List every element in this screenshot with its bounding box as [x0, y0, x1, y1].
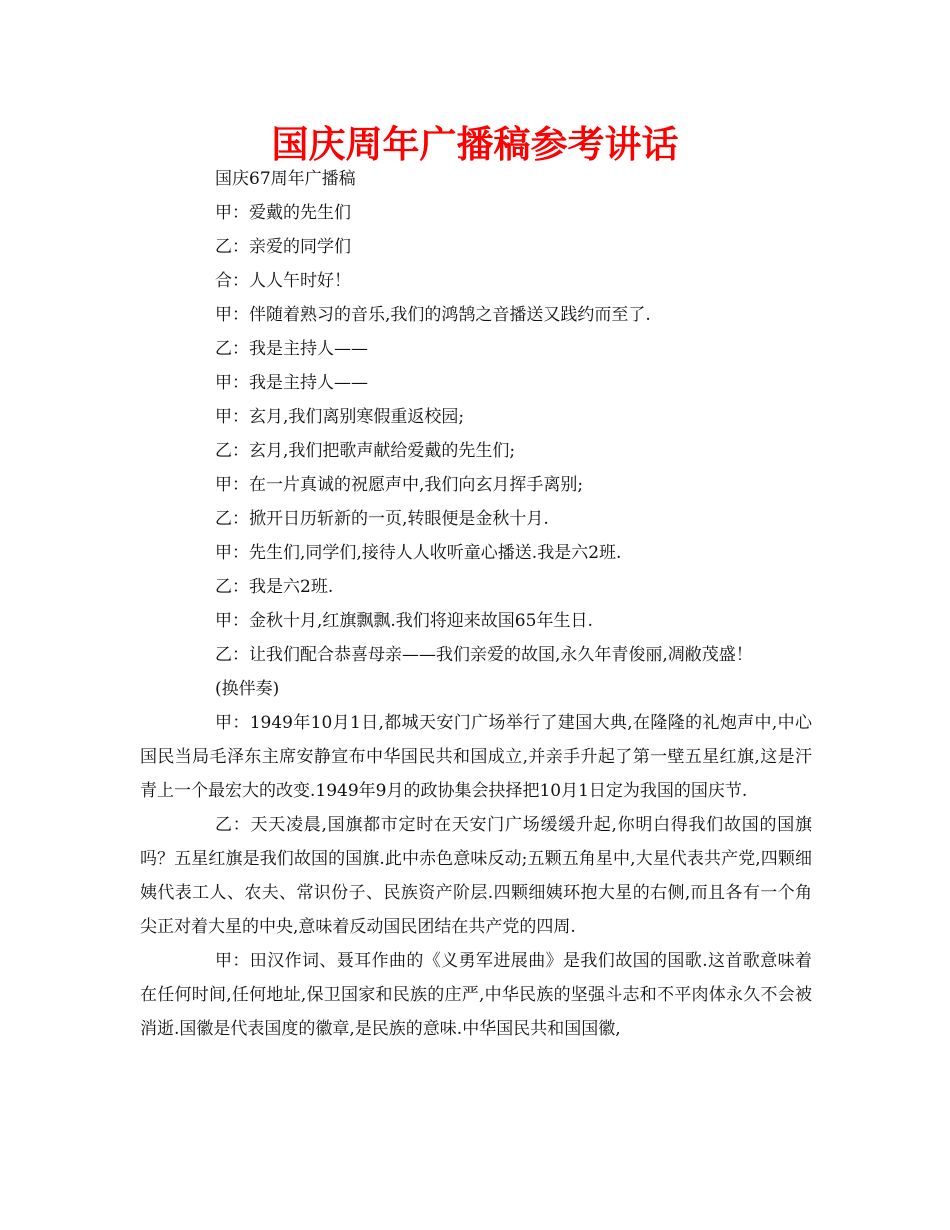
text-line: 乙：我是主持人——	[215, 339, 368, 359]
text-line: 甲：我是主持人——	[215, 373, 368, 393]
document-body	[140, 162, 812, 1046]
text-line: 甲：伴随着熟习的音乐,我们的鸿鹄之音播送又践约而至了.	[215, 305, 651, 325]
text-line: 甲：在一片真诚的祝愿声中,我们向玄月挥手离别;	[215, 475, 584, 495]
paragraph: 乙：天天凌晨,国旗都市定时在天安门广场缓缓升起,你明白得我们故国的国旗吗？五星红旗是我们故国的国旗.此中赤色意味反动;五颗五角星中,大星代表共产党,四颗细姨代表工人、农夫、常识份子、民族资产阶层.四颗细姨环抱大星的右侧,而且各有一个角尖正对着大星的中央,意味着反动国民团结在共产党的四周.	[140, 815, 812, 937]
paragraph: 甲：田汉作词、聂耳作曲的《义勇军进展曲》是我们故国的国歌.这首歌意味着在任何时间,任何地址,保卫国家和民族的庄严,中华民族的坚强斗志和不平肉体永久不会被消逝.国徽是代表国度的徽章,是民族的意味.中华国民共和国国徽,	[140, 951, 812, 1039]
text-line: 甲：先生们,同学们,接待人人收听童心播送.我是六2班.	[215, 543, 622, 563]
text-line: 乙：玄月,我们把歌声献给爱戴的先生们;	[215, 441, 516, 461]
text-line: 国庆67周年广播稿	[215, 169, 356, 189]
text-line: 甲：金秋十月,红旗飘飘.我们将迎来故国65年生日.	[215, 611, 593, 631]
text-line: 乙：亲爱的同学们	[215, 237, 351, 257]
text-line: 乙：我是六2班.	[215, 577, 334, 597]
text-line: 乙：让我们配合恭喜母亲——我们亲爱的故国,永久年青俊丽,凋敝茂盛！	[215, 645, 753, 665]
text-line: (换伴奏)	[215, 679, 280, 699]
document-title: 国庆周年广播稿参考讲话	[271, 123, 679, 166]
text-line: 合：人人午时好！	[215, 271, 351, 291]
text-line: 乙：掀开日历斩新的一页,转眼便是金秋十月.	[215, 509, 549, 529]
paragraph: 甲：1949年10月1日,都城天安门广场举行了建国大典,在隆隆的礼炮声中,中心国民当局毛泽东主席安静宣布中华国民共和国成立,并亲手升起了第一壁五星红旗,这是汗青上一个最宏大的改变.1949年9月的政协集会抉择把10月1日定为我国的国庆节.	[140, 713, 812, 801]
text-line: 甲：玄月,我们离别寒假重返校园;	[215, 407, 465, 427]
text-line: 甲：爱戴的先生们	[215, 203, 351, 223]
